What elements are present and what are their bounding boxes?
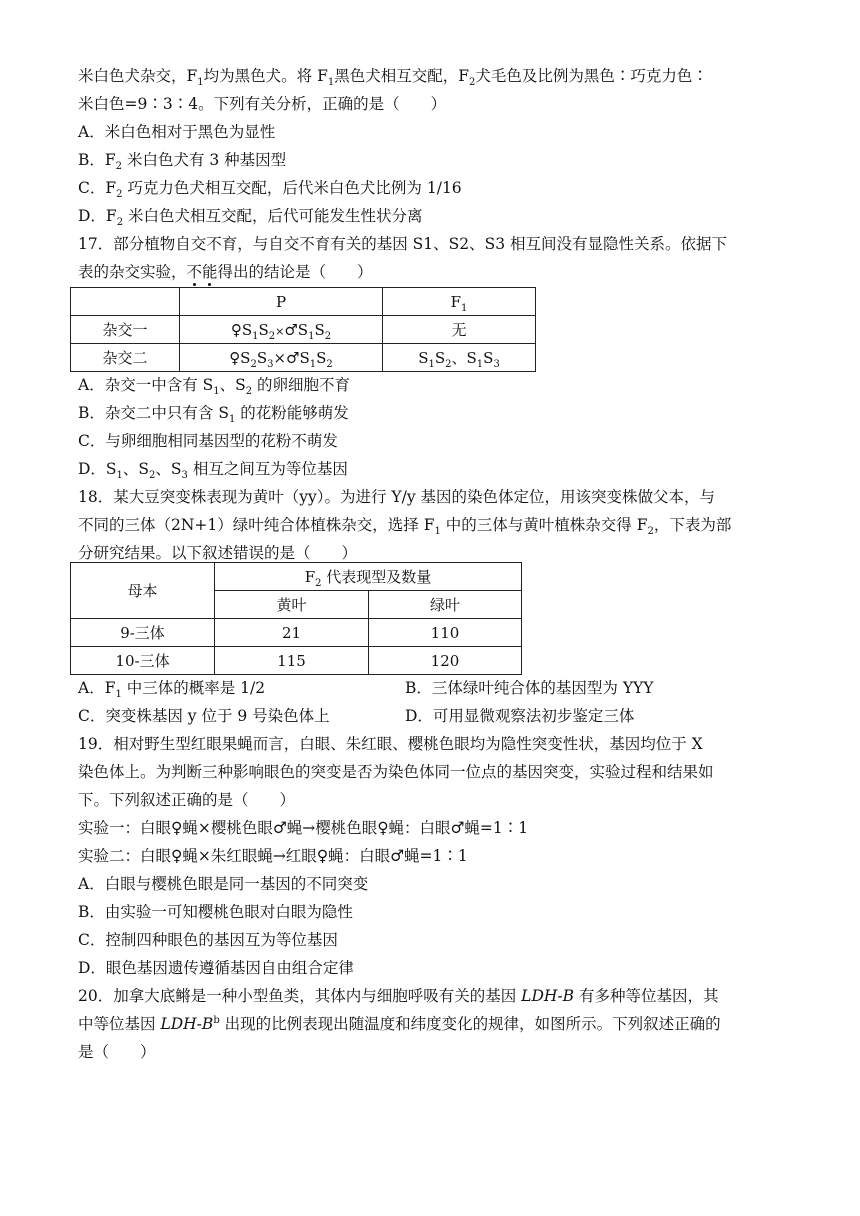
q19-experiment-1: 实验一：白眼♀蝇×樱桃色眼♂蝇→樱桃色眼♀蝇：白眼♂蝇=1∶1 [78, 819, 529, 837]
q17-row1-f1: 无 [383, 316, 536, 344]
q19-experiment-2: 实验二：白眼♀蝇×朱红眼蝇→红眼♀蝇：白眼♂蝇=1∶1 [78, 847, 468, 865]
emphasis-not: 不能 [186, 263, 218, 281]
q17-row1-p: $♀S_1S_2\times♂S_1S_2$ [180, 316, 383, 344]
q17-option-b: B．杂交二中只有含 $S_1$ 的花粉能够萌发 [78, 404, 349, 426]
q16-stem-line1: 米白色犬杂交，$F_1$均为黑色犬。将 $F_1$黑色犬相互交配，$F_2$犬毛色及比例为黑色∶巧克力色∶ [78, 67, 708, 89]
q20-stem-line2: 中等位基因 LDH-$B^b$ 出现的比例表现出随温度和纬度变化的规律，如图所示。下列叙述正确的 [78, 1014, 721, 1033]
q16-option-b: B．$F_2$ 米白色犬有 3 种基因型 [78, 151, 287, 173]
q17-header-blank [71, 288, 180, 316]
q18-row2-green: 120 [369, 647, 522, 675]
q19-stem-line3: 下。下列叙述正确的是（ ） [78, 791, 296, 809]
q18-row1-mother: 9-三体 [71, 619, 215, 647]
q17-header-p: P [180, 288, 383, 316]
q17-option-a: A．杂交一中含有 $S_1$、$S_2$ 的卵细胞不育 [78, 376, 351, 398]
q16-stem-line2: 米白色=9∶3∶4。下列有关分析，正确的是（ ） [78, 95, 447, 113]
q17-stem-line1: 17．部分植物自交不育，与自交不育有关的基因 S1、S2、S3 相互间没有显隐性关系。依据下 [78, 235, 728, 253]
q17-header-f1: $F_1$ [383, 288, 536, 316]
q19-option-d: D．眼色基因遗传遵循基因自由组合定律 [78, 959, 354, 977]
q17-row2-p: $♀S_2S_3\times♂S_1S_2$ [180, 344, 383, 372]
q16-option-c: C．$F_2$ 巧克力色犬相互交配，后代米白色犬比例为 1/16 [78, 179, 462, 201]
q16-option-a: A．米白色相对于黑色为显性 [78, 123, 276, 141]
q17-table [70, 287, 536, 372]
q17-stem-line2: 表的杂交实验，不能得出的结论是（ ） [78, 263, 373, 281]
q20-stem-line1: 20．加拿大底鳉是一种小型鱼类，其体内与细胞呼吸有关的基因 LDH-B 有多种等位基因，其 [78, 987, 719, 1005]
q18-row1-yellow: 21 [215, 619, 369, 647]
q18-row2-mother: 10-三体 [71, 647, 215, 675]
q18-row2-yellow: 115 [215, 647, 369, 675]
q18-stem-line1: 18．某大豆突变株表现为黄叶（yy）。为进行 Y/y 基因的染色体定位，用该突变株做父本，与 [78, 488, 716, 506]
q18-option-d: D．可用显微观察法初步鉴定三体 [405, 707, 635, 725]
q17-option-c: C．与卵细胞相同基因型的花粉不萌发 [78, 432, 338, 450]
q18-stem-line3: 分研究结果。以下叙述错误的是（ ） [78, 544, 358, 562]
q19-option-a: A．白眼与樱桃色眼是同一基因的不同突变 [78, 875, 369, 893]
q18-stem-line2: 不同的三体（2N+1）绿叶纯合体植株杂交，选择 $F_1$ 中的三体与黄叶植株杂交得 $F_2$，下表为部 [78, 516, 732, 538]
q18-header-group: $F_2$ 代表现型及数量 [215, 563, 522, 591]
q19-option-c: C．控制四种眼色的基因互为等位基因 [78, 931, 338, 949]
q18-table [70, 562, 522, 675]
q18-option-a: A．$F_1$ 中三体的概率是 1/2 [78, 679, 266, 701]
q17-row2-label: 杂交二 [71, 344, 180, 372]
q17-row2-f1: $S_1S_2$、$S_1S_3$ [383, 344, 536, 372]
q17-option-d: D．$S_1$、$S_2$、$S_3$ 相互之间互为等位基因 [78, 460, 348, 482]
q20-stem-line3: 是（ ） [78, 1043, 156, 1061]
q16-option-d: D．$F_2$ 米白色犬相互交配，后代可能发生性状分离 [78, 207, 423, 229]
q17-row1-label: 杂交一 [71, 316, 180, 344]
q18-header-green: 绿叶 [369, 591, 522, 619]
q19-option-b: B．由实验一可知樱桃色眼对白眼为隐性 [78, 903, 353, 921]
q19-stem-line2: 染色体上。为判断三种影响眼色的突变是否为染色体同一位点的基因突变，实验过程和结果如 [78, 763, 714, 781]
q18-header-mother: 母本 [71, 563, 215, 619]
q18-row1-green: 110 [369, 619, 522, 647]
q18-option-b: B．三体绿叶纯合体的基因型为 YYY [405, 679, 654, 697]
q18-option-c: C．突变株基因 y 位于 9 号染色体上 [78, 707, 330, 725]
q19-stem-line1: 19．相对野生型红眼果蝇而言，白眼、朱红眼、樱桃色眼均为隐性突变性状，基因均位于 X [78, 735, 703, 753]
q18-header-yellow: 黄叶 [215, 591, 369, 619]
